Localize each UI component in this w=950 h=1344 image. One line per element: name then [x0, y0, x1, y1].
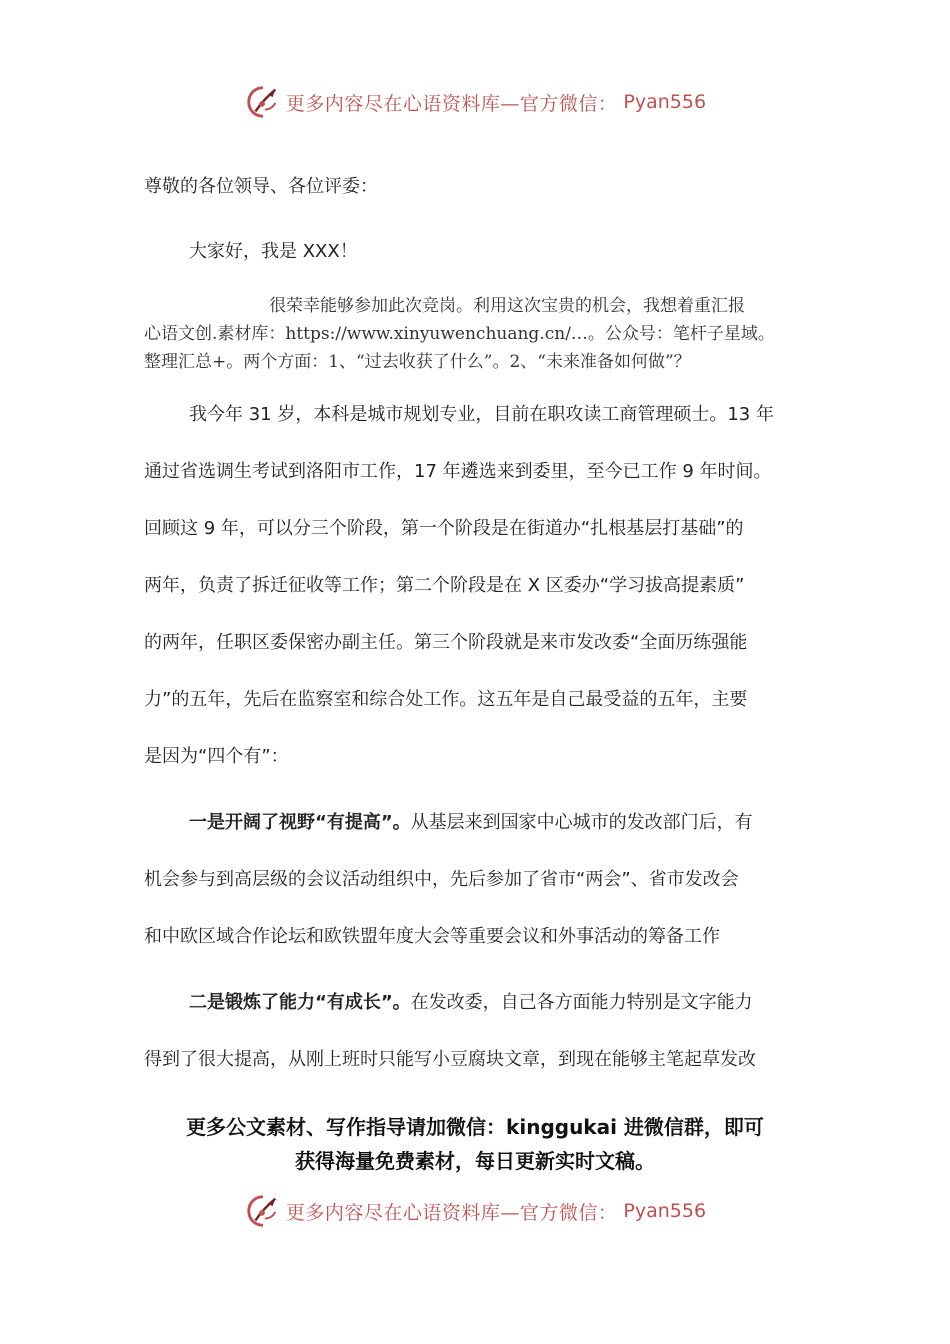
footer-banner-text: 更多内容尽在心语资料库—官方微信： [285, 1201, 618, 1224]
point2-line-2: 得到了很大提高，从刚上班时只能写小豆腐块文章，到现在能够主笔起草发改 [144, 1049, 756, 1070]
point1-line-3: 和中欧区域合作论坛和欧铁盟年度大会等重要会议和外事活动的筹备工作 [144, 926, 720, 947]
intro-line-2: 心语文创.素材库：https://www.xinyuwenchuang.cn/…。公众号：笔杆子星域。 [144, 324, 775, 344]
pen-logo-icon [244, 83, 282, 121]
footer-banner [0, 1189, 950, 1233]
point1-first-line [189, 811, 753, 835]
para1-line-4: 两年，负责了拆迁征收等工作；第二个阶段是在 X 区委办“学习拔高提素质” [144, 575, 745, 596]
pen-logo-icon [244, 1192, 282, 1230]
point1-heading: 一是开阔了视野“有提高”。 [189, 812, 411, 833]
point1-text: 从基层来到国家中心城市的发改部门后，有 [410, 812, 753, 833]
promo-line-1: 更多公文素材、写作指导请加微信：kinggukai 进微信群，即可 [186, 1115, 764, 1139]
para1-line-1: 我今年 31 岁，本科是城市规划专业，目前在职攻读工商管理硕士。13 年 [189, 404, 774, 425]
header-banner-text: 更多内容尽在心语资料库—官方微信： [285, 92, 618, 115]
header-banner-wechat-id: Pyan556 [623, 91, 707, 113]
para1-line-3: 回顾这 9 年，可以分三个阶段，第一个阶段是在街道办“扎根基层打基础”的 [144, 518, 744, 539]
intro-line-3: 整理汇总+。两个方面：1、“过去收获了什么”。2、“未来准备如何做”？ [144, 352, 691, 372]
header-banner [0, 80, 950, 124]
para1-line-7: 是因为“四个有”： [144, 746, 289, 767]
para1-line-5: 的两年，任职区委保密办副主任。第三个阶段就是来市发改委“全面历练强能 [144, 632, 748, 653]
footer-banner-wechat-id: Pyan556 [623, 1200, 707, 1222]
para1-line-2: 通过省选调生考试到洛阳市工作，17 年遴选来到委里，至今已工作 9 年时间。 [144, 461, 772, 482]
point2-heading: 二是锻炼了能力“有成长”。 [189, 992, 411, 1013]
para1-line-6: 力”的五年，先后在监察室和综合处工作。这五年是自己最受益的五年，主要 [144, 689, 748, 710]
point2-text: 在发改委，自己各方面能力特别是文字能力 [410, 992, 753, 1013]
point2-first-line [189, 991, 753, 1015]
intro-line-1: 很荣幸能够参加此次竞岗。利用这次宝贵的机会，我想着重汇报 [269, 296, 745, 316]
salutation: 尊敬的各位领导、各位评委： [144, 176, 378, 197]
greeting: 大家好，我是 XXX！ [189, 241, 358, 262]
promo-line-2: 获得海量免费素材，每日更新实时文稿。 [295, 1149, 655, 1173]
point1-line-2: 机会参与到高层级的会议活动组织中，先后参加了省市“两会”、省市发改会 [144, 869, 739, 890]
